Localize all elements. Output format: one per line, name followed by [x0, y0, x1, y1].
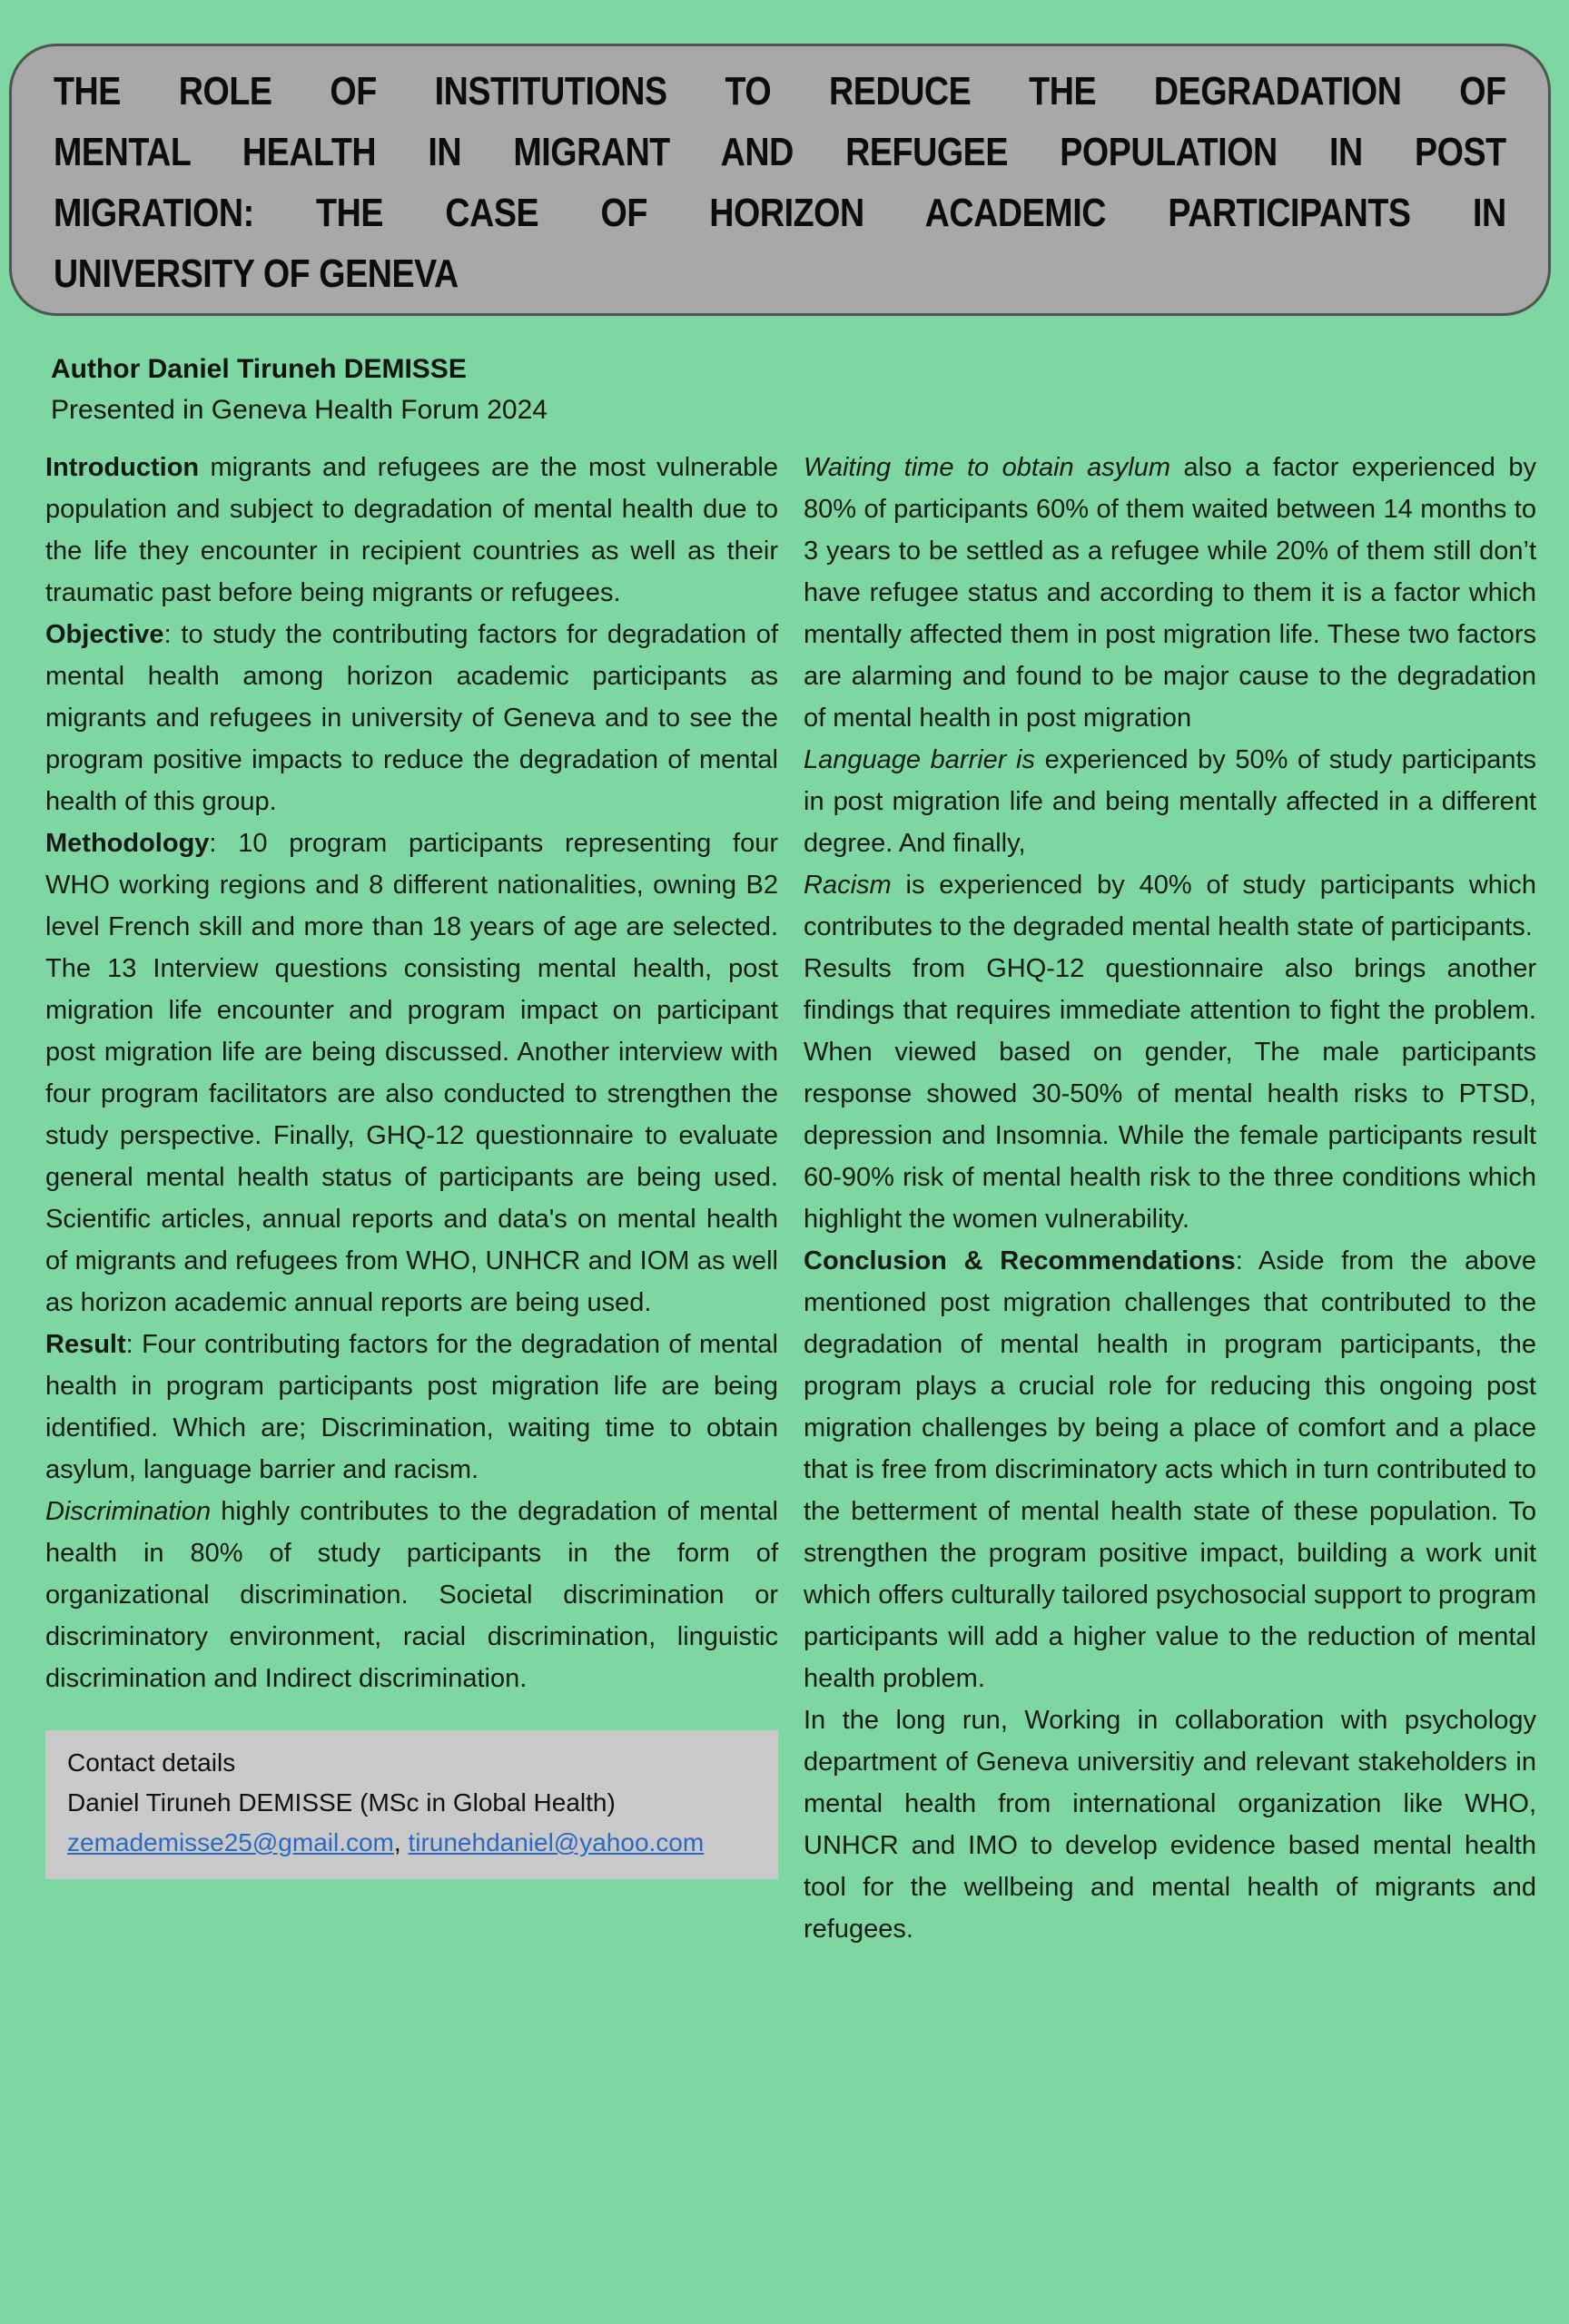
title-line-1: THE ROLE OF INSTITUTIONS TO REDUCE THE DEGRADATION OF	[54, 69, 1506, 113]
contact-heading: Contact details	[67, 1748, 236, 1777]
author-block	[51, 349, 548, 430]
racism-lead: Racism	[804, 871, 892, 900]
conclusion-text: : Aside from the above mentioned post migration challenges that contributed to the degradation of mental health in program participants, the program plays a crucial role for reducing this ongoing post migration challenges by being a place of comfort and a place that is free from discriminatory acts which in turn contributed to the betterment of mental health state of these population. To strengthen the program positive impact, building a work unit which offers culturally tailored psychosocial support to program participants will add a higher value to the reduction of mental health problem.	[804, 1246, 1537, 1693]
title-line-2: MENTAL HEALTH IN MIGRANT AND REFUGEE POPULATION IN POST	[54, 130, 1506, 174]
introduction-heading: Introduction	[45, 453, 200, 482]
methodology-heading: Methodology	[45, 829, 210, 858]
methodology-text: : 10 program participants representing four WHO working regions and 8 different nationalities, owning B2 level French skill and more than 18 years of age are selected. The 13 Interview questions consisting mental health, post migration life encounter and program impact on participant post migration life are being discussed. Another interview with four program facilitators are also conducted to strengthen the study perspective. Finally, GHQ-12 questionnaire to evaluate general mental health status of participants are being used. Scientific articles, annual reports and data's on mental health of migrants and refugees from WHO, UNHCR and IOM as well as horizon academic annual reports are being used.	[45, 829, 778, 1317]
result-heading: Result	[45, 1330, 126, 1359]
result-text: : Four contributing factors for the degradation of mental health in program participants post migration life are being identified. Which are; Discrimination, waiting time to obtain asylum, language barrier and racism.	[45, 1330, 778, 1484]
left-column	[45, 447, 778, 1950]
introduction-paragraph	[45, 447, 778, 614]
result-paragraph	[45, 1324, 778, 1491]
racism-text: is experienced by 40% of study participants which contributes to the degraded mental health state of participants.	[804, 871, 1536, 941]
objective-text: : to study the contributing factors for degradation of mental health among horizon academic participants as migrants and refugees in university of Geneva and to see the program positive impacts to reduce the degradation of mental health of this group.	[45, 620, 778, 816]
objective-paragraph	[45, 614, 778, 822]
objective-heading: Objective	[45, 620, 164, 649]
long-run-text: In the long run, Working in collaboration with psychology department of Geneva universitiy and relevant stakeholders in mental health from international organization like WHO, UNHCR and IMO to develop evidence based mental health tool for the wellbeing and mental health of migrants and refugees.	[804, 1706, 1536, 1944]
contact-box	[45, 1730, 778, 1879]
body-columns	[45, 447, 1536, 1950]
contact-name: Daniel Tiruneh DEMISSE (MSc in Global Health)	[67, 1788, 616, 1817]
contact-emails	[67, 1823, 756, 1863]
title-box	[9, 44, 1551, 316]
waiting-time-lead: Waiting time to obtain asylum	[804, 453, 1171, 482]
waiting-time-paragraph	[804, 447, 1536, 739]
email-link-secondary[interactable]: tirunehdaniel@yahoo.com	[408, 1828, 705, 1856]
email-link-primary[interactable]: zemademisse25@gmail.com	[67, 1828, 394, 1856]
introduction-text: migrants and refugees are the most vulnerable population and subject to degradation of mental health due to the life they encounter in recipient countries as well as their traumatic past before being migrants or refugees.	[45, 453, 778, 607]
poster-title	[54, 61, 1506, 304]
discrimination-paragraph	[45, 1491, 778, 1699]
right-column	[804, 447, 1536, 1950]
racism-paragraph	[804, 864, 1536, 948]
long-run-paragraph	[804, 1699, 1536, 1950]
waiting-time-text: also a factor experienced by 80% of participants 60% of them waited between 14 months to 3 years to be settled as a refugee while 20% of them still don’t have refugee status and according to them it is a factor which mentally affected them in post migration life. These two factors are alarming and found to be major cause to the degradation of mental health in post migration	[804, 453, 1536, 733]
language-barrier-text: experienced by 50% of study participants in post migration life and being mentally affected in a different degree. And finally,	[804, 745, 1537, 858]
language-barrier-lead: Language barrier is	[804, 745, 1035, 774]
methodology-paragraph	[45, 822, 778, 1324]
ghq-results-paragraph	[804, 948, 1536, 1240]
title-line-4: UNIVERSITY OF GENEVA	[54, 251, 459, 296]
discrimination-text: highly contributes to the degradation of mental health in 80% of study participants in the form of organizational discrimination. Societal discrimination or discriminatory environment, racial discrimination, linguistic discrimination and Indirect discrimination.	[45, 1497, 778, 1693]
discrimination-lead: Discrimination	[45, 1497, 212, 1526]
title-line-3: MIGRATION: THE CASE OF HORIZON ACADEMIC PARTICIPANTS IN	[54, 191, 1506, 235]
conclusion-paragraph	[804, 1240, 1536, 1699]
author-name: Author Daniel Tiruneh DEMISSE	[51, 354, 467, 384]
email-separator: ,	[393, 1828, 409, 1856]
conclusion-heading: Conclusion & Recommendations	[804, 1246, 1236, 1275]
presentation-venue: Presented in Geneva Health Forum 2024	[51, 395, 548, 425]
ghq-results-text: Results from GHQ-12 questionnaire also brings another findings that requires immediate attention to fight the problem. When viewed based on gender, The male participants response showed 30-50% of mental health risks to PTSD, depression and Insomnia. While the female participants result 60-90% risk of mental health risk to the three conditions which highlight the women vulnerability.	[804, 954, 1536, 1234]
language-barrier-paragraph	[804, 739, 1536, 864]
